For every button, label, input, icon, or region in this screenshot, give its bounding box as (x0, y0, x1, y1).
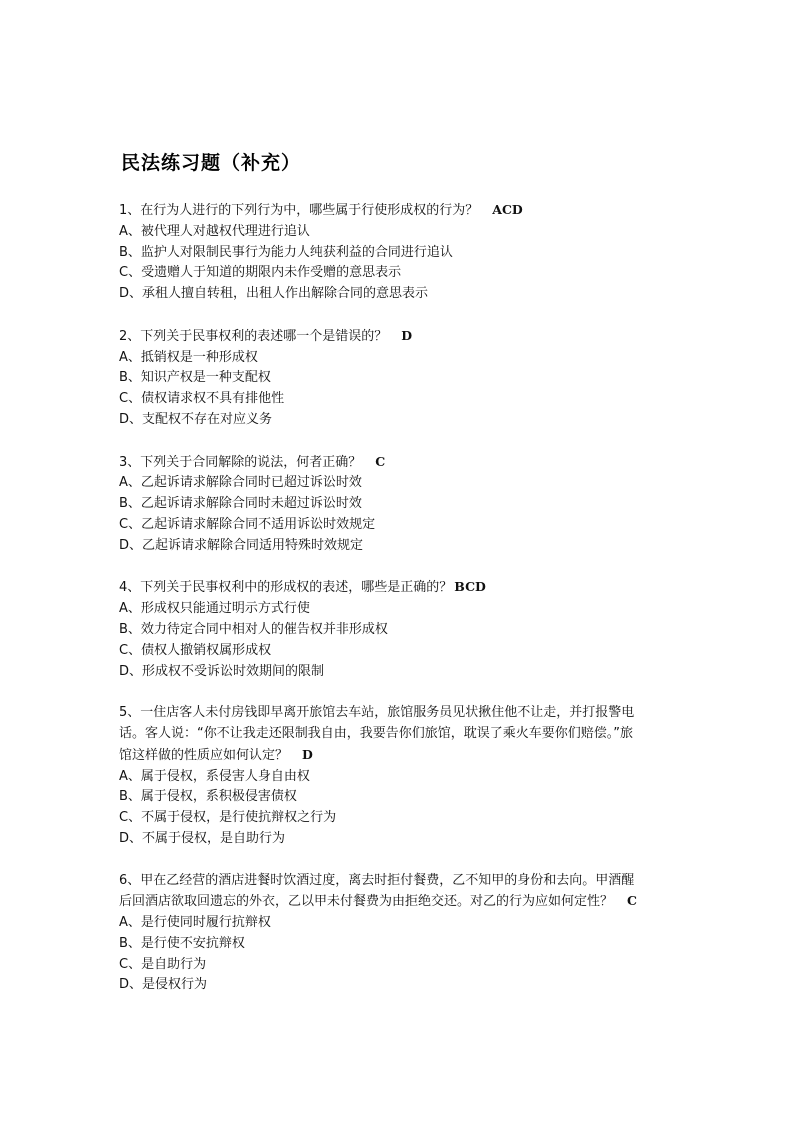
option-c: C、乙起诉请求解除合同不适用诉讼时效规定 (119, 516, 376, 532)
question-1 (119, 200, 689, 305)
option-a: A、属于侵权，系侵害人身自由权 (119, 768, 310, 784)
question-stem-text: 2、下列关于民事权利的表述哪一个是错误的？ (119, 328, 388, 344)
question-stem-text: 后回酒店欲取回遗忘的外衣，乙以甲未付餐费为由拒绝交还。对乙的行为应如何定性？ (119, 894, 614, 910)
question-answer: C (627, 893, 637, 909)
option-d: D、不属于侵权，是自助行为 (119, 830, 286, 846)
option-c: C、不属于侵权，是行使抗辩权之行为 (119, 810, 337, 826)
option-b: B、监护人对限制民事行为能力人纯获利益的合同进行追认 (119, 244, 453, 260)
question-stem-line-2: 话。客人说：“你不让我走还限制我自由，我要告你们旅馆，耽误了乘火车要你们赔偿。”旅 (119, 725, 633, 741)
option-d: D、乙起诉请求解除合同适用特殊时效规定 (119, 537, 364, 553)
question-stem (119, 577, 689, 599)
option-a: A、乙起诉请求解除合同时已超过诉讼时效 (119, 475, 362, 491)
option-d: D、支配权不存在对应义务 (119, 411, 273, 427)
option-b: B、知识产权是一种支配权 (119, 370, 271, 386)
option-c: C、是自助行为 (119, 956, 207, 972)
question-list (119, 200, 689, 1017)
option-c: C、受遗赠人于知道的期限内未作受赠的意思表示 (119, 265, 402, 281)
option-b: B、属于侵权，系积极侵害债权 (119, 789, 297, 805)
question-answer: C (375, 453, 386, 469)
option-a: A、是行使同时履行抗辩权 (119, 915, 271, 931)
question-2 (119, 326, 689, 431)
question-stem-text: 1、在行为人进行的下列行为中，哪些属于行使形成权的行为？ (119, 203, 479, 218)
option-b: B、是行使不安抗辩权 (119, 935, 245, 951)
question-stem-text: 馆这样做的性质应如何认定？ (119, 747, 289, 763)
question-answer: ACD (492, 202, 523, 217)
document-title: 民法练习题（补充） (121, 152, 302, 174)
question-stem (119, 200, 689, 222)
question-stem-line-2 (119, 891, 689, 913)
option-d: D、是侵权行为 (119, 977, 208, 993)
question-stem-line-1: 5、一住店客人未付房钱即早离开旅馆去车站，旅馆服务员见状揪住他不让走，并打报警电 (119, 705, 635, 721)
question-stem-text: 4、下列关于民事权利中的形成权的表述，哪些是正确的？ (119, 580, 453, 596)
question-3 (119, 452, 689, 557)
option-b: B、效力待定合同中相对人的催告权并非形成权 (119, 621, 388, 637)
option-a: A、形成权只能通过明示方式行使 (119, 601, 310, 617)
question-6 (119, 871, 689, 997)
option-d: D、承租人擅自转租，出租人作出解除合同的意思表示 (119, 286, 429, 302)
question-answer: D (401, 327, 413, 343)
question-stem (119, 452, 689, 474)
option-d: D、形成权不受诉讼时效期间的限制 (119, 663, 325, 679)
option-b: B、乙起诉请求解除合同时未超过诉讼时效 (119, 496, 362, 512)
question-stem (119, 326, 689, 348)
question-5 (119, 703, 689, 850)
question-4 (119, 577, 689, 682)
question-stem-line-3 (119, 745, 689, 767)
option-a: A、抵销权是一种形成权 (119, 349, 258, 365)
option-a: A、被代理人对越权代理进行追认 (119, 223, 310, 239)
question-stem-line-1: 6、甲在乙经营的酒店进餐时饮酒过度，离去时拒付餐费，乙不知甲的身份和去向。甲酒醒 (119, 872, 635, 888)
question-answer: D (302, 746, 313, 762)
question-stem-text: 3、下列关于合同解除的说法，何者正确？ (119, 454, 362, 470)
option-c: C、债权人撤销权属形成权 (119, 642, 272, 658)
question-answer: BCD (454, 579, 486, 595)
option-c: C、债权请求权不具有排他性 (119, 391, 285, 407)
